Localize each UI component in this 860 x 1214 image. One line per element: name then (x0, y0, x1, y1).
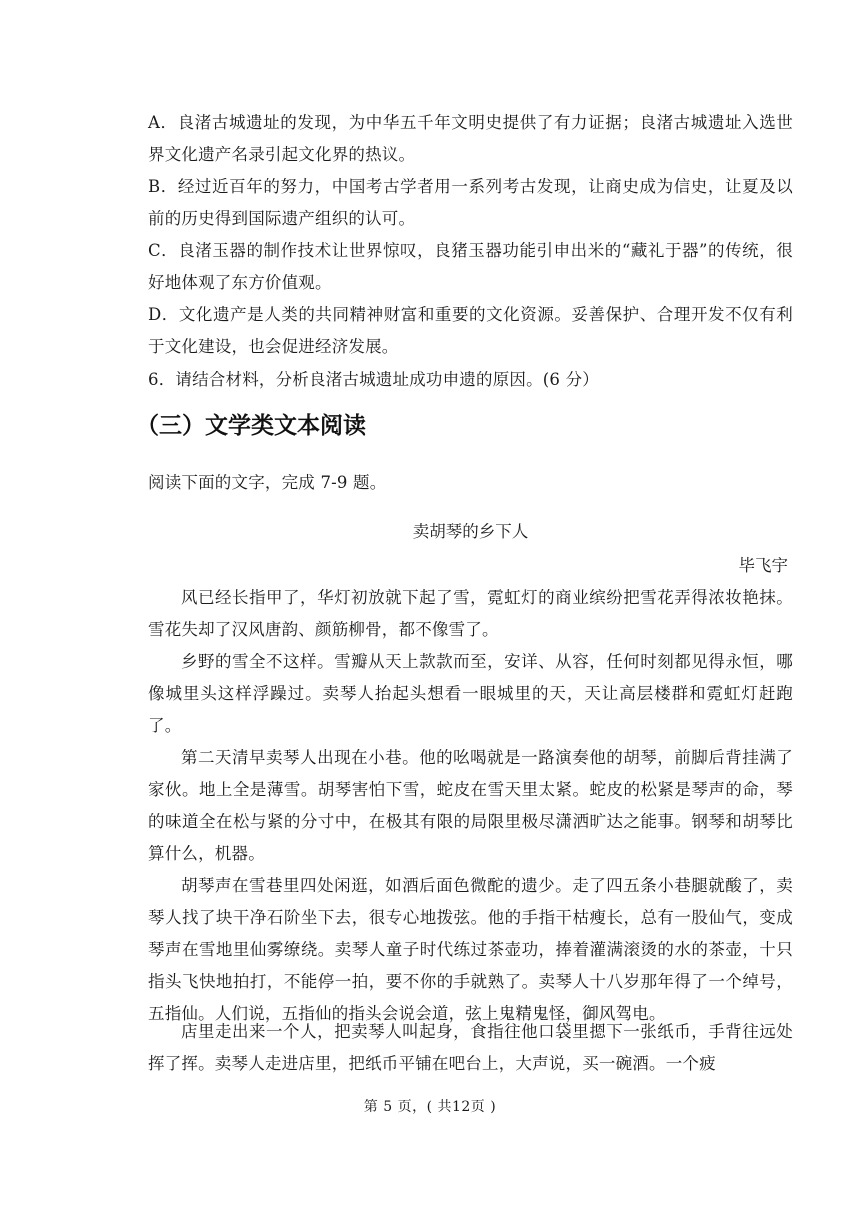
option-d: D．文化遗产是人类的共同精神财富和重要的文化资源。妥善保护、合理开发不仅有利于文化建设，也会促进经济发展。 (148, 305, 793, 356)
story-paragraph-2: 乡野的雪全不这样。雪瓣从天上款款而至，安详、从容，任何时刻都见得永恒，哪像城里头这样浮躁过。卖琴人抬起头想看一眼城里的天，天让高层楼群和霓虹灯赶跑了。 (148, 652, 793, 735)
option-c: C．良渚玉器的制作技术让世界惊叹，良猪玉器功能引申出米的“藏礼于器”的传统，很好地体观了东方价值观。 (148, 241, 793, 292)
section-heading: （三）文学类文本阅读 (136, 413, 366, 439)
reading-instruction: 阅读下面的文字，完成 7-9 题。 (148, 473, 387, 492)
story-author: 毕飞宇 (738, 556, 788, 575)
option-a: A．良渚古城遗址的发现，为中华五千年文明史提供了有力证据；良渚古城遗址入选世界文化遗产名录引起文化界的热议。 (148, 113, 793, 164)
page-footer: 第 5 页，( 共12页 ) (363, 1099, 497, 1115)
option-b: B．经过近百年的努力，中国考古学者用一系列考古发现，让商史成为信史，让夏及以前的历史得到国际遗产组织的认可。 (148, 177, 793, 228)
story-paragraph-3: 第二天清早卖琴人出现在小巷。他的吆喝就是一路演奏他的胡琴，前脚后背挂满了家伙。地上全是薄雪。胡琴害怕下雪，蛇皮在雪天里太紧。蛇皮的松紧是琴声的命，琴的味道全在松与紧的分寸中，在极其有限的局限里极尽潇洒旷达之能事。钢琴和胡琴比算什么，机器。 (148, 748, 793, 863)
question-6: 6．请结合材料，分析良渚古城遗址成功申遗的原因。(6 分） (148, 370, 599, 389)
story-paragraph-4: 胡琴声在雪巷里四处闲逛，如酒后面色微酡的遗少。走了四五条小巷腿就酸了，卖琴人找了块干净石阶坐下去，很专心地拨弦。他的手指干枯瘦长，总有一股仙气，变成琴声在雪地里仙雾缭绕。卖琴人童子时代练过茶壶功，捧着灌满滚烫的水的茶壶，十只指头飞快地拍打，不能停一拍，要不你的手就熟了。卖琴人十八岁那年得了一个绰号，五指仙。人们说，五指仙的指头会说会道，弦上鬼精鬼怪，御风驾电。 (148, 876, 793, 1023)
story-paragraph-5: 店里走出来一个人，把卖琴人叫起身，食指往他口袋里摁下一张纸币，手背往远处挥了挥。卖琴人走进店里，把纸币平铺在吧台上，大声说，买一碗酒。一个疲 (148, 1022, 793, 1073)
story-title: 卖胡琴的乡下人 (412, 522, 529, 541)
story-paragraph-1: 风已经长指甲了，华灯初放就下起了雪，霓虹灯的商业缤纷把雪花弄得浓妆艳抹。雪花失却了汉风唐韵、颜筋柳骨，都不像雪了。 (148, 588, 793, 639)
